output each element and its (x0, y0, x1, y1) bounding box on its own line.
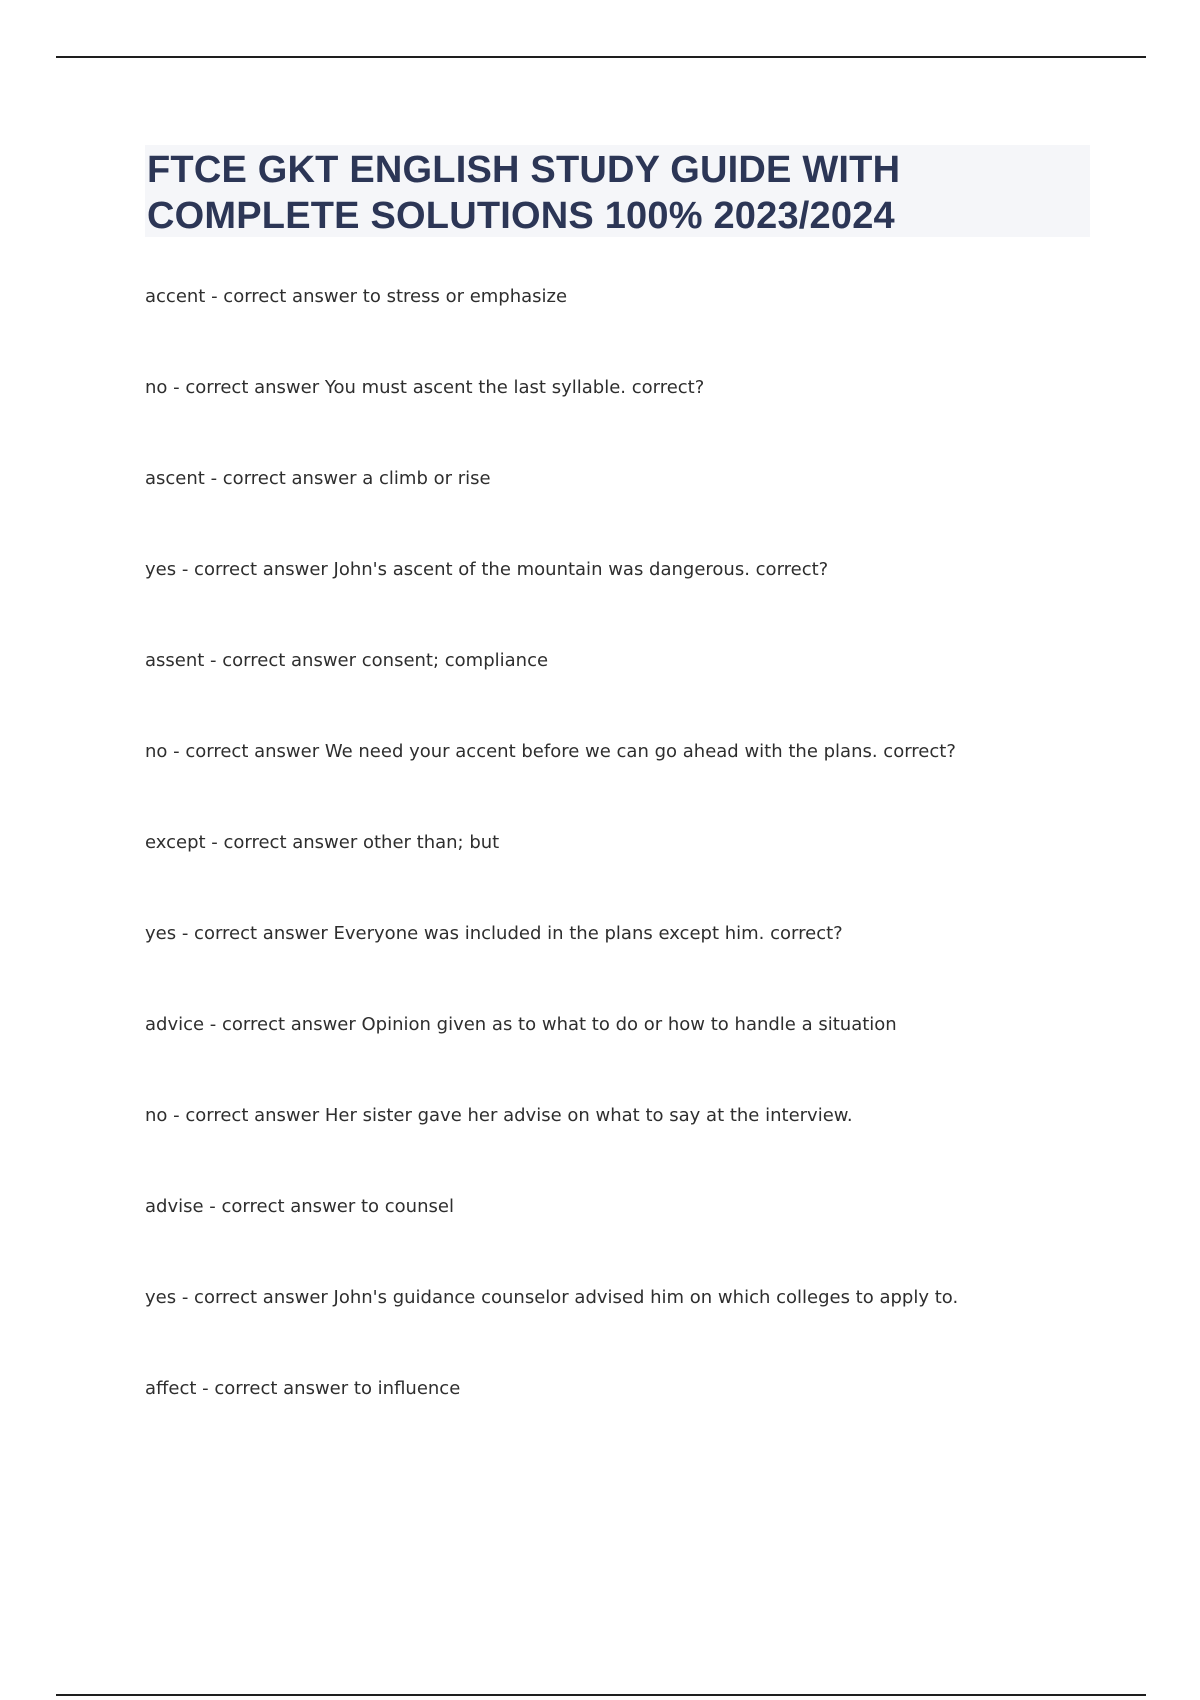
bottom-rule (56, 1694, 1146, 1696)
study-entry: no - correct answer We need your accent before we can go ahead with the plans. correct? (145, 741, 956, 762)
study-entry: yes - correct answer John's guidance counselor advised him on which colleges to apply to. (145, 1287, 959, 1308)
study-entry: ascent - correct answer a climb or rise (145, 468, 491, 489)
study-entry: advice - correct answer Opinion given as to what to do or how to handle a situation (145, 1014, 897, 1035)
document-title (147, 147, 1090, 239)
title-block (145, 145, 1090, 237)
study-entry: affect - correct answer to influence (145, 1378, 461, 1399)
study-entry: accent - correct answer to stress or emphasize (145, 286, 568, 307)
study-entry: yes - correct answer John's ascent of the mountain was dangerous. correct? (145, 559, 829, 580)
study-entry: no - correct answer You must ascent the last syllable. correct? (145, 377, 705, 398)
top-rule (56, 56, 1146, 58)
study-entries (145, 284, 1095, 1467)
study-entry: assent - correct answer consent; compliance (145, 650, 549, 671)
study-entry: except - correct answer other than; but (145, 832, 500, 853)
title-line-2: COMPLETE SOLUTIONS 100% 2023/2024 (147, 195, 895, 237)
title-line-1: FTCE GKT ENGLISH STUDY GUIDE WITH (147, 149, 901, 191)
study-entry: no - correct answer Her sister gave her advise on what to say at the interview. (145, 1105, 853, 1126)
study-entry: yes - correct answer Everyone was included in the plans except him. correct? (145, 923, 843, 944)
study-entry: advise - correct answer to counsel (145, 1196, 454, 1217)
